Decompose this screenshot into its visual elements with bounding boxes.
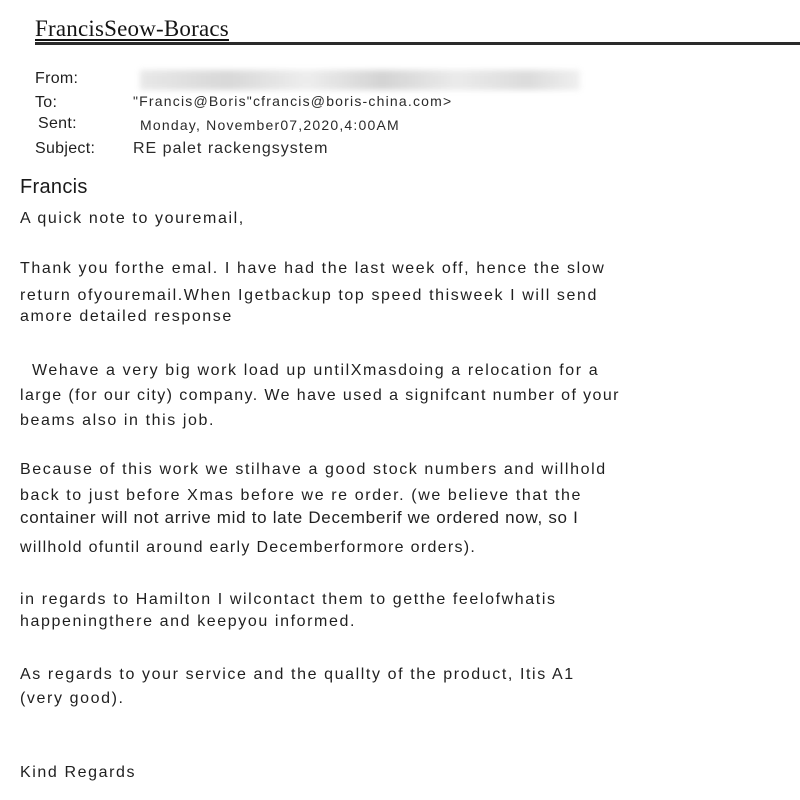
sender-title: FrancisSeow-Boracs <box>35 16 229 41</box>
paragraph-4-line-2: happeningthere and keepyou informed. <box>20 613 357 630</box>
title-divider <box>35 42 800 45</box>
sent-value: Monday, November07,2020,4:00AM <box>140 117 400 133</box>
intro-line: A quick note to youremail, <box>20 210 245 227</box>
sign-off: Kind Regards <box>20 764 137 781</box>
paragraph-1-line-3: amore detailed response <box>20 308 233 325</box>
from-label: From: <box>35 70 79 87</box>
sent-label: Sent: <box>38 115 77 132</box>
subject-value: RE palet rackengsystem <box>133 140 329 157</box>
greeting: Francis <box>20 176 88 198</box>
to-label: To: <box>35 94 58 111</box>
paragraph-5-line-1: As regards to your service and the quallty of the product, Itis A1 <box>20 666 575 683</box>
paragraph-4-line-1: in regards to Hamilton I wilcontact them to getthe feelofwhatis <box>20 591 557 608</box>
paragraph-1-line-2: return ofyouremail.When Igetbackup top speed thisweek I will send <box>20 287 599 304</box>
to-value: "Francis@Boris"cfrancis@boris-china.com> <box>133 93 453 109</box>
redacted-from-address <box>140 70 580 90</box>
paragraph-2-line-2: large (for our city) company. We have used a signifcant number of your <box>20 387 620 404</box>
paragraph-5-line-2: (very good). <box>20 690 125 707</box>
paragraph-3-line-4: willhold ofuntil around early Decemberformore orders). <box>20 539 477 556</box>
paragraph-2-line-3: beams also in this job. <box>20 412 216 429</box>
paragraph-3-line-3: container will not arrive mid to late Decemberif we ordered now, so I <box>20 508 579 527</box>
paragraph-3-line-2: back to just before Xmas before we re order. (we believe that the <box>20 487 583 504</box>
paragraph-3-line-1: Because of this work we stilhave a good stock numbers and willhold <box>20 461 607 478</box>
paragraph-1-line-1: Thank you forthe emal. I have had the last week off, hence the slow <box>20 260 606 277</box>
subject-label: Subject: <box>35 140 96 157</box>
paragraph-2-line-1: Wehave a very big work load up untilXmasdoing a relocation for a <box>32 362 600 379</box>
